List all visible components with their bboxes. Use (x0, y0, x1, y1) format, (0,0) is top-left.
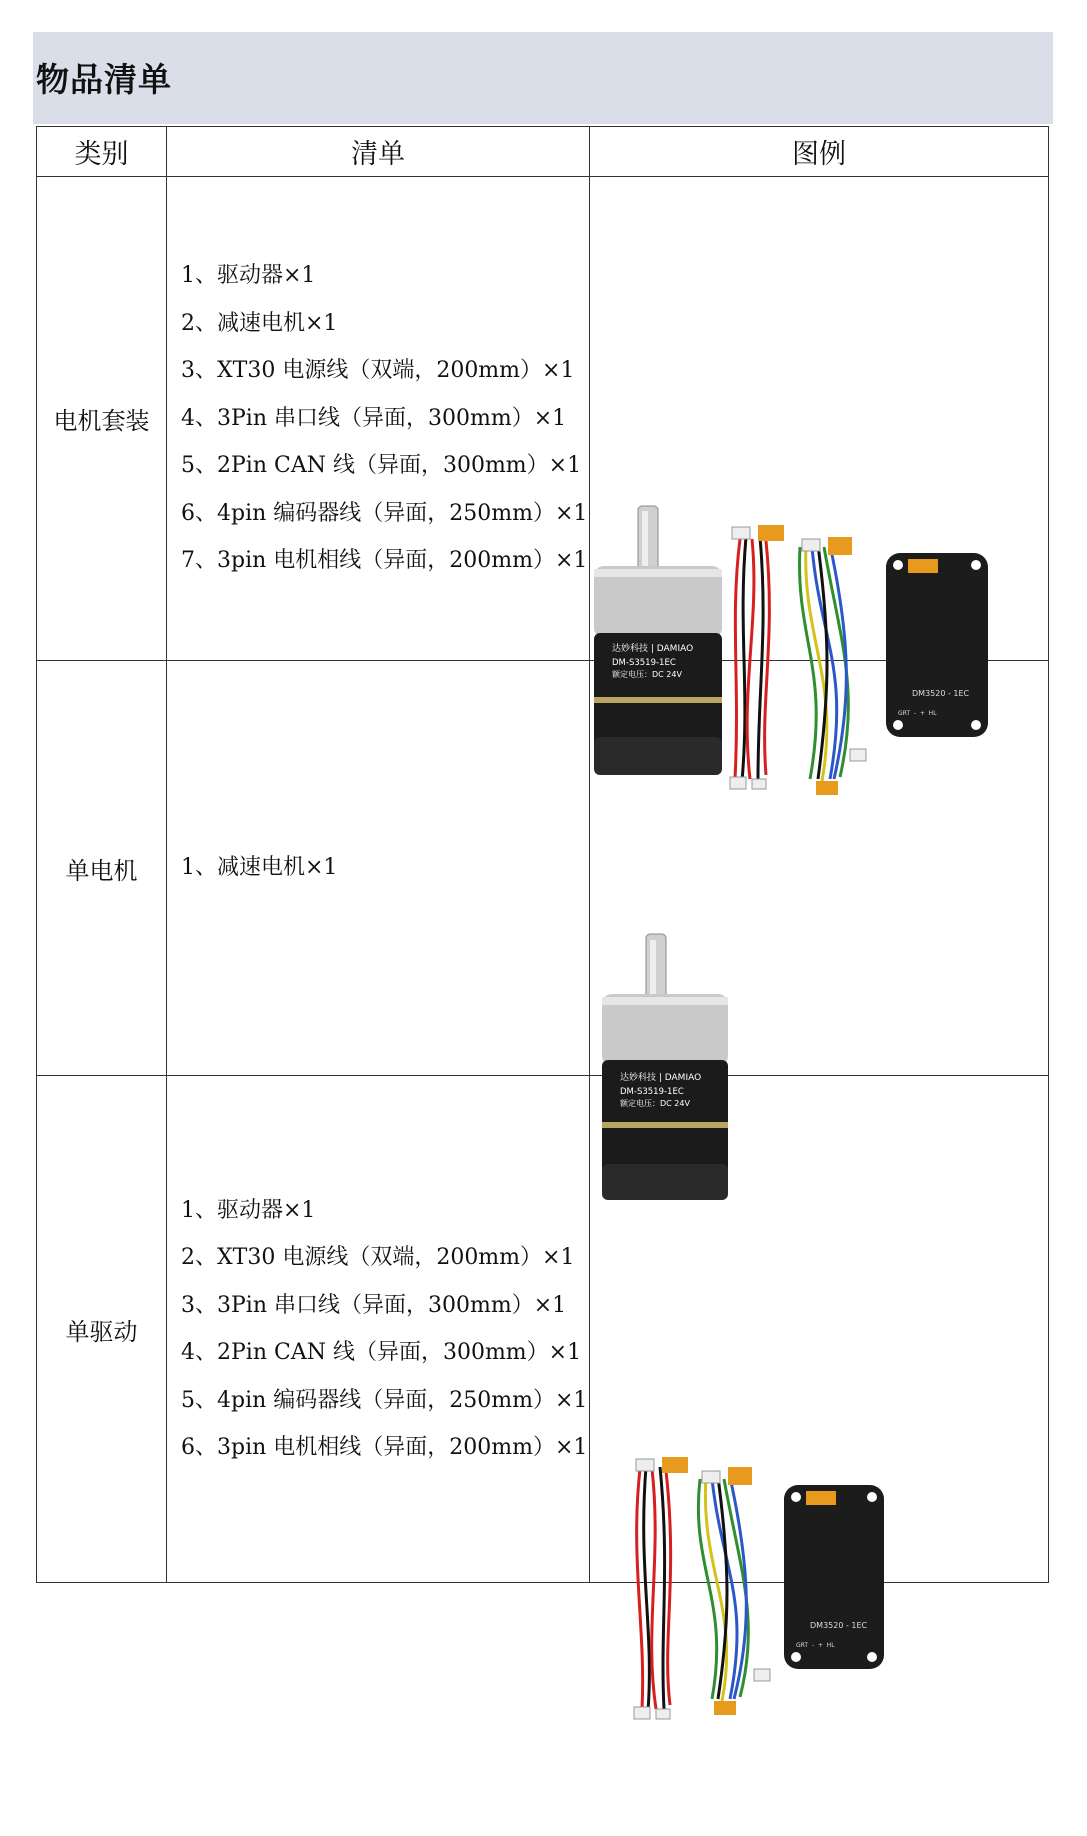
list-item: 4、2Pin CAN 线（异面，300mm）×1 (181, 1340, 582, 1365)
power-cable-image (634, 1457, 688, 1719)
motor-brand-label: 达妙科技 | DAMIAO (612, 643, 694, 654)
motor-voltage-label: 额定电压：DC 24V (620, 1099, 690, 1108)
list-item: 1、减速电机×1 (181, 855, 338, 881)
list-item: 2、XT30 电源线（双端，200mm）×1 (181, 1245, 575, 1270)
motor-brand-label: 达妙科技 | DAMIAO (620, 1073, 702, 1083)
section-title-bar (33, 32, 1053, 124)
illustration-cell (590, 661, 1049, 1108)
header-list: 清单 (167, 127, 590, 177)
table-header-row (37, 127, 1049, 177)
signal-cable-image (698, 1467, 770, 1715)
single-driver-photo (590, 1329, 1049, 1836)
driver-model-label: DM3520 - 1EC (810, 1621, 868, 1630)
list-item: 1、驱动器×1 (181, 263, 316, 289)
category-cell: 电机套装 (37, 177, 167, 661)
list-item: 5、2Pin CAN 线（异面，300mm）×1 (181, 453, 582, 479)
list-item: 4、3Pin 串口线（异面，300mm）×1 (181, 405, 567, 431)
list-item: 3、XT30 电源线（双端，200mm）×1 (181, 358, 575, 384)
driver-pins-label: GRT - + HL (898, 709, 937, 717)
motor-voltage-label: 额定电压：DC 24V (612, 669, 682, 679)
list-item: 1、驱动器×1 (181, 1197, 316, 1223)
driver-pins-label: GRT - + HL (796, 1642, 835, 1649)
motor-model-label: DM-S3519-1EC (620, 1087, 684, 1097)
list-item: 7、3pin 电机相线（异面，200mm）×1 (181, 548, 588, 574)
driver-board-image (784, 1485, 884, 1669)
list-item: 3、3Pin 串口线（异面，300mm）×1 (181, 1292, 567, 1318)
items-cell (167, 177, 590, 661)
motor-model-label: DM-S3519-1EC (612, 657, 676, 668)
category-cell: 单电机 (37, 661, 167, 1076)
items-cell (167, 661, 590, 1076)
list-item: 2、减速电机×1 (181, 310, 338, 336)
list-item: 5、4pin 编码器线（异面，250mm）×1 (181, 1387, 588, 1413)
driver-model-label: DM3520 - 1EC (912, 688, 970, 698)
illustration-cell (590, 177, 1049, 717)
table-row (37, 177, 1049, 661)
items-cell (167, 1076, 590, 1583)
table-row (37, 1076, 1049, 1583)
list-item: 6、4pin 编码器线（异面，250mm）×1 (181, 500, 588, 526)
section-title: 物品清单 (36, 60, 172, 99)
category-cell: 单驱动 (37, 1076, 167, 1583)
illustration-cell (590, 1076, 1049, 1649)
list-item: 6、3pin 电机相线（异面，200mm）×1 (181, 1435, 588, 1460)
table-row (37, 661, 1049, 1076)
item-list-table (36, 126, 1049, 1649)
header-illustration: 图例 (590, 127, 1049, 177)
header-category: 类别 (37, 127, 167, 177)
